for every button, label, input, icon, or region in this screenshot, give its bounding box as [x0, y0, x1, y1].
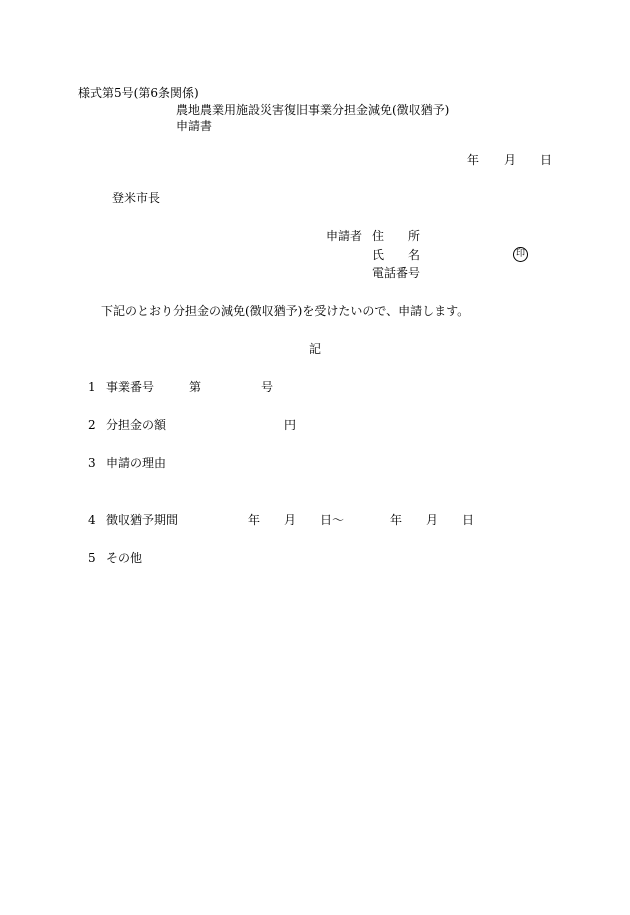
- form-number: 様式第5号(第6条関係): [78, 86, 199, 100]
- addressee: 登米市長: [112, 191, 161, 205]
- from-month: 月: [284, 513, 297, 527]
- to-month: 月: [426, 513, 439, 527]
- item-number: 2: [88, 418, 96, 432]
- address-label: 住 所: [372, 229, 421, 243]
- date-year: 年: [467, 153, 480, 167]
- document-title-line2: 申請書: [176, 119, 213, 133]
- item-number: 3: [88, 456, 96, 470]
- from-day: 日～: [320, 513, 345, 527]
- to-year: 年: [390, 513, 403, 527]
- from-year: 年: [248, 513, 261, 527]
- item-number: 4: [88, 513, 96, 527]
- document-title: 農地農業用施設災害復旧事業分担金減免(徴収猶予): [176, 103, 450, 117]
- seal-mark: 印: [513, 247, 528, 262]
- item-number: 1: [88, 380, 96, 394]
- applicant-label: 申請者: [326, 229, 363, 243]
- item-unit: 円: [284, 418, 297, 432]
- item-label: 申請の理由: [106, 456, 167, 470]
- item-label: 徴収猶予期間: [106, 513, 179, 527]
- item-number: 5: [88, 551, 96, 565]
- item-suffix: 号: [261, 380, 274, 394]
- name-label: 氏 名: [372, 248, 421, 262]
- ki-heading: 記: [309, 342, 322, 356]
- to-day: 日: [462, 513, 475, 527]
- item-label: その他: [106, 551, 143, 565]
- statement: 下記のとおり分担金の減免(徴収猶予)を受けたいので、申請します。: [101, 304, 470, 318]
- item-label: 事業番号: [106, 380, 155, 394]
- date-month: 月: [504, 153, 517, 167]
- date-day: 日: [540, 153, 553, 167]
- phone-label: 電話番号: [372, 266, 421, 280]
- item-label: 分担金の額: [106, 418, 167, 432]
- item-prefix: 第: [189, 380, 202, 394]
